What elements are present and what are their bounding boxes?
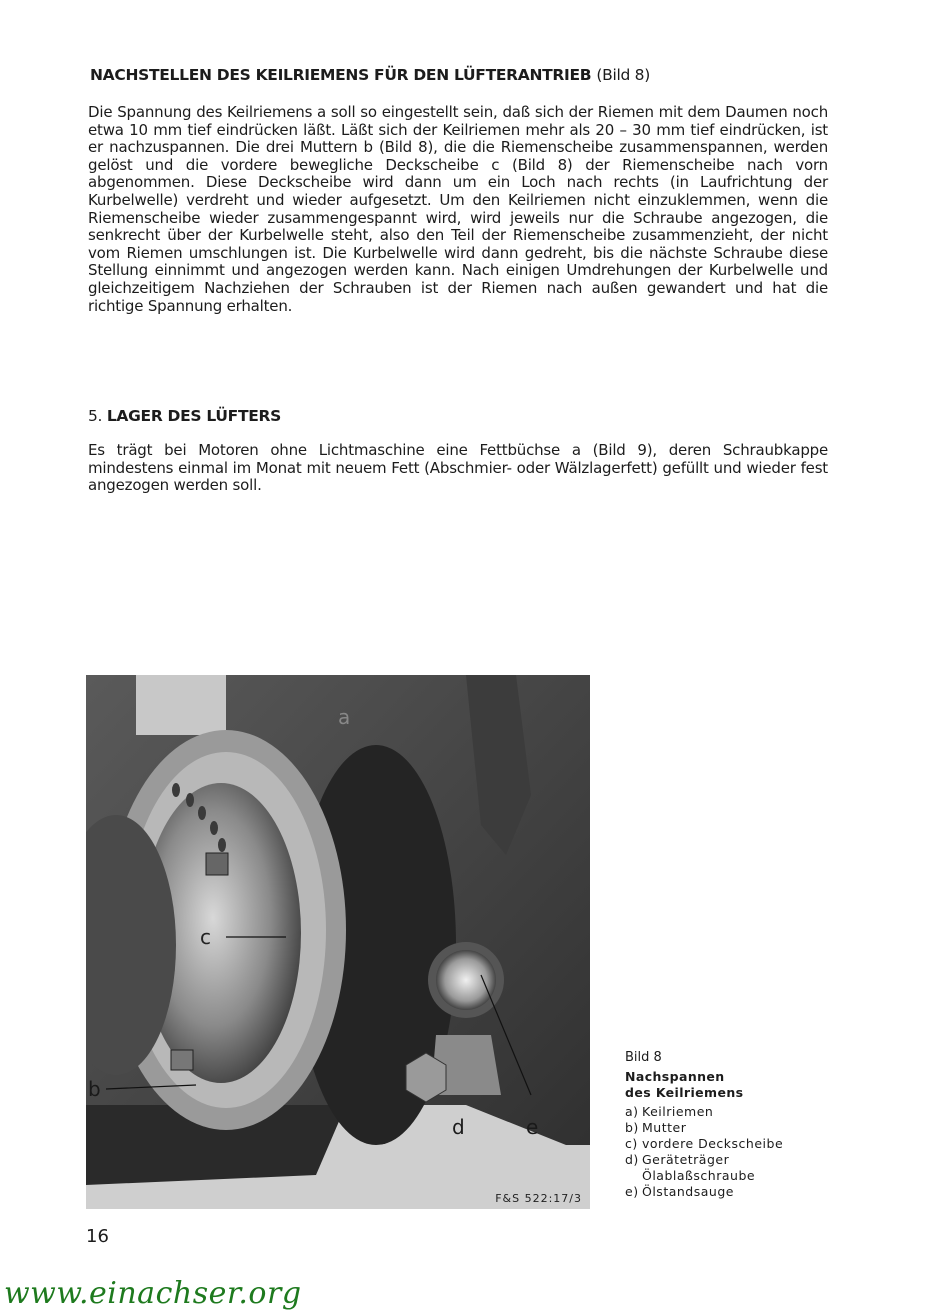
caption-item xyxy=(625,1104,825,1120)
paragraph-lager: Es trägt bei Motoren ohne Lichtmaschine eine Fettbüchse a (Bild 9), deren Schraubkappe mindestens einmal im Monat mit neuem Fett (Abschmier- oder Wälzlagerfett) gefüllt und wieder fest angezogen werden soll. xyxy=(88,441,828,495)
figure-label-e: e xyxy=(526,1115,539,1139)
caption-item-text: Geräteträger xyxy=(642,1152,730,1167)
paragraph-keilriemen: Die Spannung des Keilriemens a soll so eingestellt sein, daß sich der Riemen mit dem Daumen noch etwa 10 mm tief eindrücken läßt. Läßt sich der Keilriemen mehr als 20 – 30 mm tief eindrücken, ist er nachzuspannen. Die drei Muttern b (Bild 8), die die Riemenscheibe zusammenspannen, werden gelöst und die vordere bewegliche Deckscheibe c (Bild 8) der Riemenscheibe nach vorn abgenommen. Diese Deckscheibe wird dann um ein Loch nach rechts (in Laufrichtung der Kurbelwelle) verdreht und wieder aufgesetzt. Um den Keilriemen nicht einzuklemmen, wenn die Riemenscheibe wieder zusammengespannt wird, wird jeweils nur die Schraube angezogen, die senkrecht über der Kurbelwelle steht, also den Teil der Riemenscheibe zusammenzieht, der nicht vom Riemen umschlungen ist. Die Kurbelwelle wird dann gedreht, bis die nächste Schraube diese Stellung einnimmt und angezogen werden kann. Nach einigen Umdrehungen der Kurbelwelle und gleichzeitigem Nachziehen der Schrauben ist der Riemen nach außen gewandert und hat die richtige Spannung erhalten. xyxy=(88,103,828,315)
caption-item-text: Ölstandsauge xyxy=(642,1184,734,1199)
caption-item-key xyxy=(625,1168,642,1184)
caption-item-text: Ölablaßschraube xyxy=(642,1168,756,1183)
caption-item xyxy=(625,1184,825,1200)
caption-number: Bild 8 xyxy=(625,1050,662,1065)
caption-item-key: a) xyxy=(625,1104,639,1119)
section-heading-lager xyxy=(88,407,281,425)
caption-item-key: c) xyxy=(625,1136,638,1151)
watermark-link[interactable]: www.einachser.org xyxy=(4,1276,302,1311)
engine-photo-illustration xyxy=(86,675,590,1209)
caption-item xyxy=(625,1168,825,1184)
caption-legend xyxy=(625,1104,825,1200)
figure-reference-code: F&S 522:17/3 xyxy=(495,1192,582,1205)
figure-caption xyxy=(625,1050,825,1200)
caption-item-text: Keilriemen xyxy=(642,1104,714,1119)
figure-label-d: d xyxy=(452,1115,465,1139)
figure-label-b: b xyxy=(88,1077,101,1101)
caption-item-key: b) xyxy=(625,1120,639,1135)
caption-item-key: d) xyxy=(625,1152,639,1167)
caption-title-line2: des Keilriemens xyxy=(625,1085,744,1100)
section-heading-keilriemen xyxy=(90,66,830,84)
caption-item xyxy=(625,1136,825,1152)
caption-item xyxy=(625,1120,825,1136)
caption-title-line1: Nachspannen xyxy=(625,1069,725,1084)
figure-photo-bild-8 xyxy=(86,675,590,1209)
section-title: LAGER DES LÜFTERS xyxy=(106,407,282,425)
caption-item xyxy=(625,1152,825,1168)
figure-label-a: a xyxy=(338,705,351,729)
heading-figure-ref: (Bild 8) xyxy=(596,66,650,84)
caption-item-text: Mutter xyxy=(642,1120,687,1135)
section-number: 5. xyxy=(88,407,103,425)
heading-text: NACHSTELLEN DES KEILRIEMENS FÜR DEN LÜFTERANTRIEB xyxy=(90,66,592,84)
page-number: 16 xyxy=(86,1226,109,1247)
caption-item-text: vordere Deckscheibe xyxy=(642,1136,784,1151)
caption-item-key: e) xyxy=(625,1184,639,1199)
figure-label-c: c xyxy=(200,925,211,949)
